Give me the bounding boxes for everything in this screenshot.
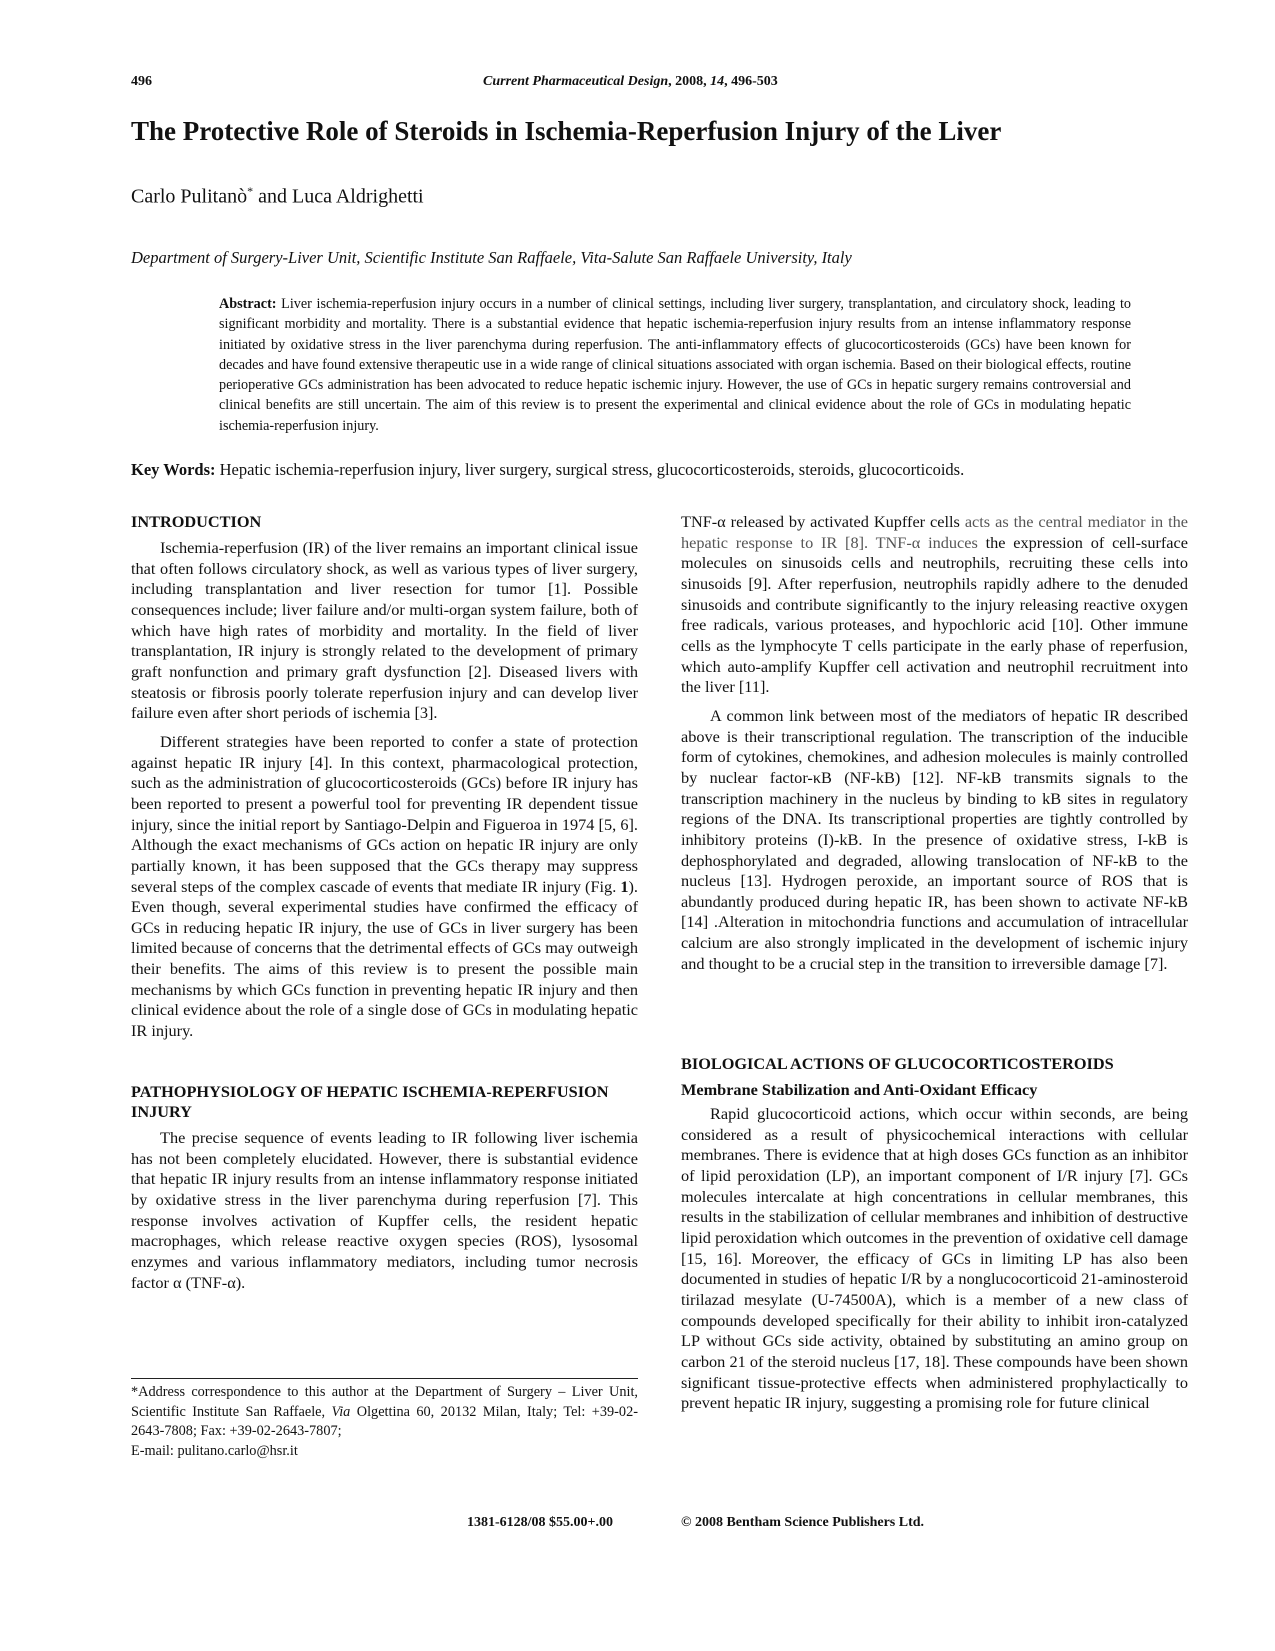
right-p1-text-b: the expression of cell-surface molecules on sinusoids cells and neutrophils, recruiting these cells into sinusoids [9]. After reperfusion, neutrophils rapidly adhere to the denuded sinusoids and contribute significantly to the injury releasing reactive oxygen free radicals, various proteases, and hypochloric acid [10]. Other immune cells as the lymphocyte T cells participate in the early phase of reperfusion, which auto-amplify Kupffer cell activation and neutrophil recruitment into the liver [11]. bbox=[681, 532, 1188, 697]
article-title: The Protective Role of Steroids in Ischemia-Reperfusion Injury of the Liver bbox=[131, 116, 1002, 146]
issn-price: 1381-6128/08 $55.00+.00 bbox=[467, 1515, 614, 1530]
biological-paragraph-1: Rapid glucocorticoid actions, which occur within seconds, are being considered as a result of physicochemical interactions with cellular membranes. There is evidence that at high doses GCs function as an inhibitor of lipid peroxidation (LP), an important component of I/R injury [7]. GCs molecules intercalate at high concentrations in cellular membranes, this results in the stabilization of cellular membranes and inhibition of destructive lipid peroxidation which outcomes in the prevention of oxidative cell damage [15, 16]. Moreover, the efficacy of GCs in limiting LP has also been documented in studies of hepatic I/R by a nonglucocorticoid 21-aminosteroid tirilazad mesylate (U-74500A), which is a member of a new class of compounds developed specifically for their ability to inhibit iron-catalyzed LP without GCs side activity, obtained by substituting an amino group on carbon 21 of the steroid nucleus [17, 18]. These compounds have been shown significant tissue-protective effects when administered prophylactically to prevent hepatic IR injury, suggesting a promising role for future clinical bbox=[681, 1104, 1188, 1413]
membrane-subheading: Membrane Stabilization and Anti-Oxidant Efficacy bbox=[681, 1080, 1038, 1099]
right-p1-text-grey: acts as the central mediator in the hepatic response to IR [8]. TNF-α induces bbox=[681, 512, 1188, 552]
footnote-divider bbox=[131, 1378, 638, 1379]
footnote-email: E-mail: pulitano.carlo@hsr.it bbox=[131, 1442, 298, 1459]
copyright: © 2008 Bentham Science Publishers Ltd. bbox=[681, 1515, 925, 1530]
pathophysiology-heading: PATHOPHYSIOLOGY OF HEPATIC ISCHEMIA-REPERFUSION INJURY bbox=[131, 1082, 609, 1121]
intro-p2-text-a: Different strategies have been reported to confer a state of protection against hepatic IR injury [4]. In this context, pharmacological protection, such as the administration of glucocorticosteroids (GCs) before IR injury has been reported to present a powerful tool for preventing IR dependent tissue injury, since the initial report by Santiago-Delpin and Figueroa in 1974 [5, 6]. Although the exact mechanisms of GCs action on hepatic IR injury are only partially known, it has been supposed that the GCs therapy may suppress several steps of the complex cascade of events that mediate IR injury (Fig. bbox=[131, 731, 638, 896]
journal-volume: 14 bbox=[710, 74, 725, 89]
abstract-label: Abstract: bbox=[219, 296, 277, 312]
correspondence-footnote bbox=[131, 1383, 638, 1461]
biological-heading: BIOLOGICAL ACTIONS OF GLUCOCORTICOSTEROIDS bbox=[681, 1054, 1114, 1073]
keywords-label: Key Words: bbox=[131, 460, 216, 479]
journal-name: Current Pharmaceutical Design bbox=[483, 74, 669, 89]
introduction-paragraph-2 bbox=[131, 732, 638, 1042]
abstract bbox=[219, 294, 1131, 436]
abstract-text: Liver ischemia-reperfusion injury occurs in a number of clinical settings, including liver surgery, transplantation, and circulatory shock, leading to significant morbidity and mortality. There is a substantial evidence that hepatic ischemia-reperfusion injury results from an intense inflammatory response initiated by oxidative stress in the liver parenchyma during reperfusion. The anti-inflammatory effects of glucocorticosteroids (GCs) have been known for decades and have found extensive therapeutic use in a wide range of clinical situations associated with organ ischemia. Based on their biological effects, routine perioperative GCs administration has been advocated to reduce hepatic ischemic injury. However, the use of GCs in hepatic surgery remains controversial and clinical benefits are still uncertain. The aim of this review is to present the experimental and clinical evidence about the role of GCs in modulating hepatic ischemia-reperfusion injury. bbox=[219, 296, 1131, 434]
journal-pages: , 496-503 bbox=[724, 74, 778, 89]
pathophysiology-section bbox=[131, 1082, 638, 1293]
footnote-text-a: *Address correspondence to this author at the Department of Surgery – Liver Unit, Scientific Institute San Raffaele, bbox=[131, 1384, 638, 1420]
intro-p2-text-b: ). Even though, several experimental studies have confirmed the efficacy of GCs in reducing hepatic IR injury, the use of GCs in liver surgery has been limited because of concerns that the detrimental effects of GCs may outweigh their benefits. The aims of this review is to present the possible main mechanisms by which GCs function in preventing hepatic IR injury and then clinical evidence about the role of a single dose of GCs in modulating hepatic IR injury. bbox=[131, 876, 638, 1041]
author-rest: and Luca Aldrighetti bbox=[253, 185, 424, 208]
running-head bbox=[131, 74, 1179, 94]
left-column bbox=[131, 512, 638, 1042]
right-p1-text-a: TNF-α released by activated Kupffer cells bbox=[681, 512, 965, 531]
right-paragraph-1 bbox=[681, 512, 1188, 698]
introduction-heading: INTRODUCTION bbox=[131, 512, 262, 531]
journal-year: , 2008, bbox=[668, 74, 711, 89]
keywords bbox=[131, 460, 1179, 480]
author-first: Carlo Pulitanò bbox=[131, 185, 248, 208]
pathophysiology-paragraph-1: The precise sequence of events leading to IR following liver ischemia has not been completely elucidated. However, there is substantial evidence that hepatic IR injury results from an intense inflammatory response initiated by oxidative stress in the liver parenchyma during reperfusion [7]. This response involves activation of Kupffer cells, the resident hepatic macrophages, which release reactive oxygen species (ROS), lysosomal enzymes and various inflammatory mediators, including tumor necrosis factor α (TNF-α). bbox=[131, 1128, 638, 1292]
page-number: 496 bbox=[131, 74, 152, 89]
footnote-via: Via bbox=[331, 1403, 351, 1420]
introduction-paragraph-1: Ischemia-reperfusion (IR) of the liver remains an important clinical issue that often follows circulatory shock, as well as various types of liver surgery, including transplantation and liver resection for tumor [1]. Possible consequences include; liver failure and/or multi-organ system failure, both of which have high rates of morbidity and mortality. In the field of liver transplantation, IR injury is strongly related to the development of primary graft nonfunction and primary graft dysfunction [2]. Diseased livers with steatosis or fibrosis poorly tolerate reperfusion injury and can develop liver failure even after short periods of ischemia [3]. bbox=[131, 538, 638, 723]
footnote-text-b: Olgettina 60, 20132 Milan, Italy; Tel: +39-02-2643-7808; Fax: +39-02-2643-7807; bbox=[131, 1403, 638, 1439]
author-list bbox=[131, 184, 424, 209]
biological-actions-section bbox=[681, 1054, 1188, 1414]
right-paragraph-2: A common link between most of the mediators of hepatic IR described above is their transcriptional regulation. The transcription of the inducible form of cytokines, chemokines, and adhesion molecules is mainly controlled by nuclear factor-κB (NF-kB) [12]. NF-kB transmits signals to the transcription machinery in the nucleus by binding to kB sites in regulatory regions of the DNA. Its transcriptional properties are tightly controlled by inhibitory proteins (I)-kB. In the presence of oxidative stress, I-kB is dephosphorylated and degraded, allowing translocation of NF-kB to the nucleus [13]. Hydrogen peroxide, an important source of ROS that is abundantly produced during hepatic IR, has been shown to activate NF-kB [14] .Alteration in mitochondria functions and accumulation of intracellular calcium are also strongly implicated in the development of ischemic injury and thought to be a crucial step in the transition to irreversible damage [7]. bbox=[681, 705, 1188, 973]
keywords-text: Hepatic ischemia-reperfusion injury, liver surgery, surgical stress, glucocorticosteroids, steroids, glucocorticoids. bbox=[215, 460, 965, 479]
affiliation: Department of Surgery-Liver Unit, Scientific Institute San Raffaele, Vita-Salute San Raffaele University, Italy bbox=[131, 248, 852, 267]
journal-citation bbox=[483, 74, 778, 90]
right-column bbox=[681, 512, 1188, 974]
correspondence-marker: * bbox=[247, 184, 254, 198]
figure-reference: 1 bbox=[620, 876, 629, 896]
